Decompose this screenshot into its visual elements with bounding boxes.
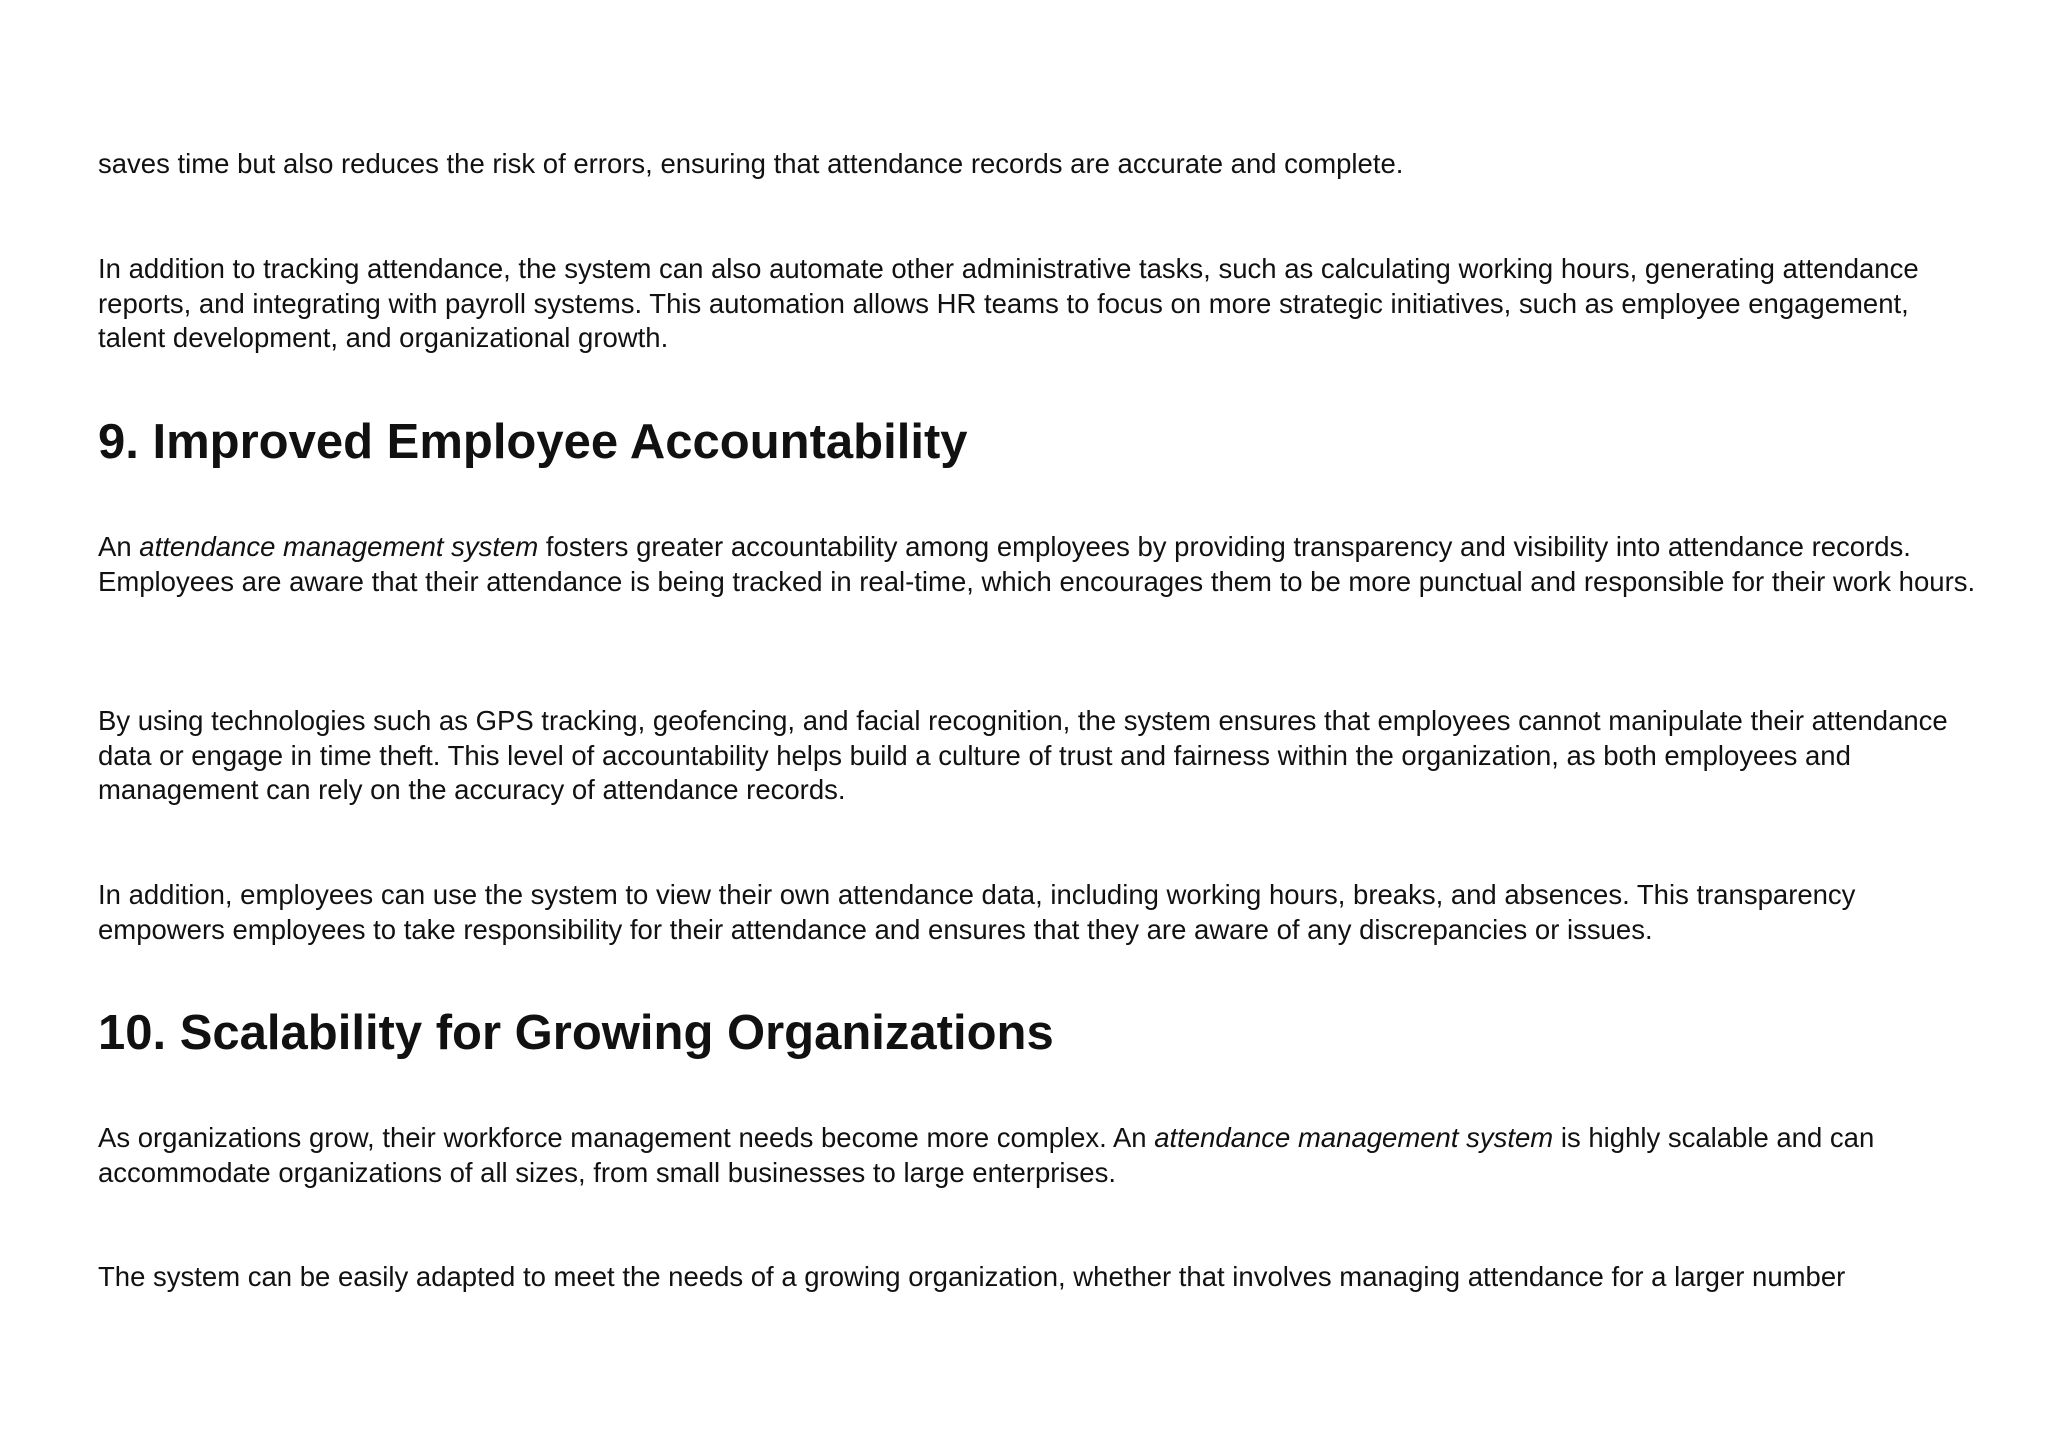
heading-scalability: 10. Scalability for Growing Organizations bbox=[98, 1006, 1054, 1060]
heading-employee-accountability: 9. Improved Employee Accountability bbox=[98, 415, 968, 469]
text-run: fosters greater accountability among employees by providing transparency and visibility into attendance records. Employees are aware that their attendance is being tracked in real-time, which encourages them to be more punctual and responsible for their work hours. bbox=[98, 531, 1976, 597]
paragraph-continuation: saves time but also reduces the risk of errors, ensuring that attendance records are accurate and complete. bbox=[98, 148, 1404, 179]
paragraph-technologies: By using technologies such as GPS tracking, geofencing, and facial recognition, the system ensures that employees cannot manipulate their attendance data or engage in time theft. This level of accountability helps build a culture of trust and fairness within the organization, as both employees and management can rely on the accuracy of attendance records. bbox=[98, 705, 1948, 805]
emphasis-term: attendance management system bbox=[1154, 1122, 1554, 1153]
paragraph-adaptation: The system can be easily adapted to meet the needs of a growing organization, whether that involves managing attendance for a larger number bbox=[98, 1261, 1846, 1292]
paragraph-accountability-intro bbox=[98, 530, 1978, 599]
text-run: An bbox=[98, 531, 140, 562]
text-run: is highly scalable and can accommodate organizations of all sizes, from small businesses to large enterprises. bbox=[98, 1122, 1875, 1188]
paragraph-scalability-intro bbox=[98, 1121, 1978, 1190]
emphasis-term: attendance management system bbox=[139, 531, 539, 562]
paragraph-employee-view: In addition, employees can use the system to view their own attendance data, including working hours, breaks, and absences. This transparency empowers employees to take responsibility for their attendance and ensures that they are aware of any discrepancies or issues. bbox=[98, 879, 1856, 945]
text-run: As organizations grow, their workforce management needs become more complex. An bbox=[98, 1122, 1155, 1153]
paragraph-automation: In addition to tracking attendance, the system can also automate other administrative tasks, such as calculating working hours, generating attendance reports, and integrating with payroll systems. This automation allows HR teams to focus on more strategic initiatives, such as employee engagement, talent development, and organizational growth. bbox=[98, 253, 1919, 353]
